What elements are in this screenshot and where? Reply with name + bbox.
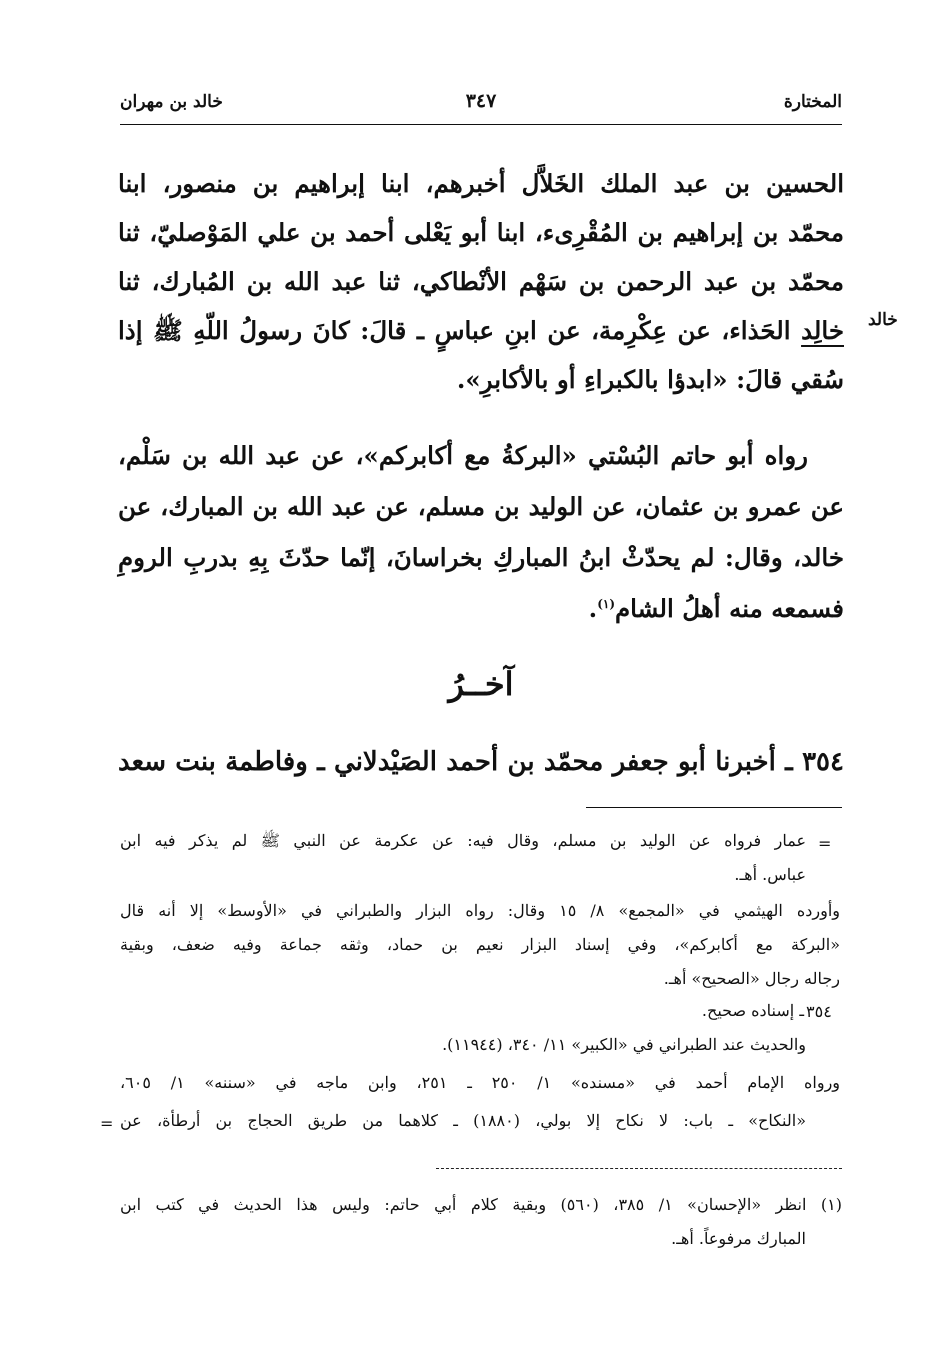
- text-line: عن عمرو بن عثمان، عن الوليد بن مسلم، عن عبد الله بن المبارك، عن: [118, 492, 844, 521]
- continuation-marker-end: =: [100, 1114, 114, 1133]
- footnote-line: رجاله رجال «الصحيح» أهـ.: [663, 969, 840, 988]
- text-line-end: .: [588, 594, 598, 623]
- footnote-reference: (١): [597, 596, 616, 611]
- footnote-line: ـ إسناده صحيح.: [701, 1001, 804, 1020]
- text-line: رواه أبو حاتم البُسْتي «البركةُ مع أكابركم»، عن عبد الله بن سَلْم،: [118, 441, 808, 470]
- page-number: ٣٤٧: [465, 90, 497, 112]
- entry-354-line: ٣٥٤ ـ أخبرنا أبو جعفر محمّد بن أحمد الصَيْدلاني ـ وفاطمة بنت سعد: [118, 747, 844, 777]
- footnote-line: عباس. أهـ.: [734, 865, 806, 884]
- note-number: ٣٥٤: [806, 1002, 832, 1021]
- text-line: محمّد بن عبد الرحمن بن سَهْم الأنْطاكي، ثنا عبد الله بن المُبارك، ثنا: [118, 267, 844, 296]
- text-line: الحسين بن عبد الملك الخَلاَّل أخبرهم، ابنا إبراهيم بن منصور، ابنا: [118, 169, 844, 198]
- text-line: [118, 589, 844, 629]
- footnote-dashed-rule: [436, 1168, 842, 1169]
- margin-note: خالد: [868, 310, 898, 330]
- footnote-line: عمار فرواه عن الوليد بن مسلم، وقال فيه: عن عكرمة عن النبي ﷺ لم يذكر فيه ابن: [120, 831, 806, 850]
- footnote-line: «البركة مع أكابركم»، وفي إسناد البزار نعيم بن حماد، وثقه جماعة وفيه ضعف، وبقية: [120, 935, 840, 954]
- running-header: [120, 84, 842, 124]
- narrator-name-underlined: خالِد: [801, 316, 844, 345]
- footnote-line: ورواه الإمام أحمد في «مسنده» ١/ ٢٥٠ ـ ٢٥١، وابن ماجه في «سننه» ١/ ٦٠٥،: [120, 1073, 841, 1092]
- continuation-marker: =: [818, 834, 832, 853]
- text-line: [118, 311, 844, 351]
- bottom-footnote-line: المبارك مرفوعاً. أهـ.: [671, 1229, 806, 1248]
- text-line: سُقي قالَ: «ابدؤا بالكبراءِ أو بالأكابرِ».: [456, 365, 844, 394]
- header-rule: [120, 124, 842, 125]
- text-line-rest: الحَذاء، عن عِكْرِمة، عن ابنِ عباسٍ ـ قالَ: كانَ رسولُ اللّهِ ﷺ إذا: [118, 316, 802, 345]
- text-line: محمّد بن إبراهيم بن المُقْرِىء، ابنا أبو يَعْلى أحمد بن علي المَوْصليّ، ثنا: [118, 218, 844, 247]
- text-line-body: فسمعه منه أهلُ الشام: [615, 594, 844, 623]
- footnote-line: «النكاح» ـ باب: لا نكاح إلا بولي، (١٨٨٠) ـ كلاهما من طريق الحجاج بن أرطأة، عن: [120, 1111, 806, 1130]
- bottom-footnote-line: (١) انظر «الإحسان» ١/ ٣٨٥، (٥٦٠) وبقية كلام أبي حاتم: وليس هذا الحديث في كتب ابن: [120, 1195, 843, 1214]
- header-book-title: المختارة: [783, 92, 842, 112]
- footnote-rule: [586, 807, 842, 808]
- header-chapter-title: خالد بن مهران: [120, 92, 223, 112]
- section-heading: آخــرُ: [448, 665, 514, 703]
- footnote-line: والحديث عند الطبراني في «الكبير» ١١/ ٣٤٠، (١١٩٤٤).: [442, 1035, 806, 1054]
- text-line: خالد، وقال: لم يحدّثْ ابنُ المباركِ بخراسانَ، إنّما حدّثَ بِهِ بدربِ الرومِ: [118, 543, 844, 572]
- footnote-line: وأورده الهيثمي في «المجمع» ٨/ ١٥ وقال: رواه البزار والطبراني في «الأوسط» إلا أنه قال: [120, 901, 841, 920]
